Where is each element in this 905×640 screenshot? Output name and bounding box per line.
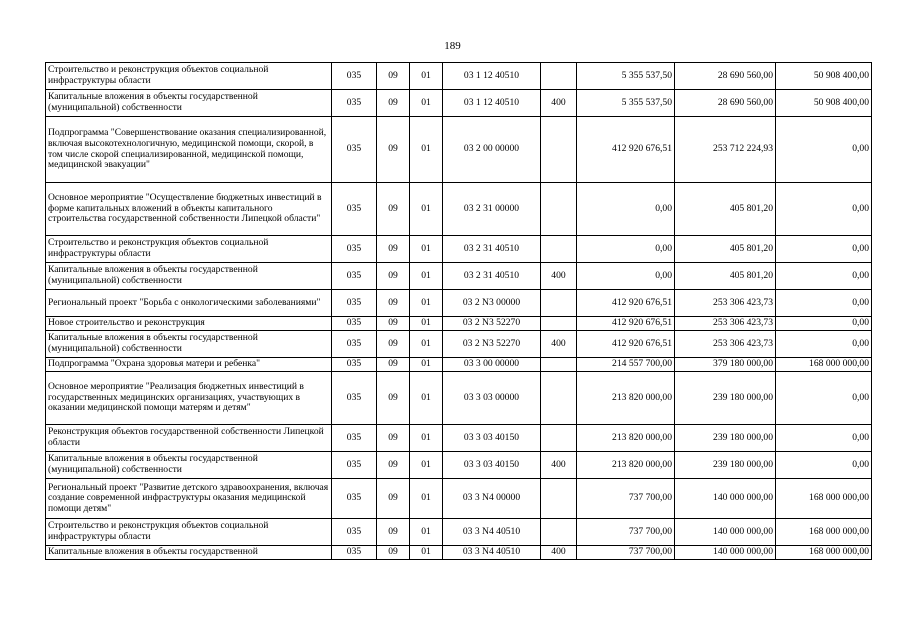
amount-year2-cell: 379 180 000,00	[675, 358, 776, 372]
table-row	[46, 452, 872, 479]
subsection-code-cell: 01	[410, 263, 443, 290]
section-code-cell: 09	[377, 546, 410, 560]
expense-type-cell: 400	[541, 331, 577, 358]
row-name-cell: Капитальные вложения в объекты государственной	[46, 546, 332, 560]
row-name-cell: Основное мероприятие "Осуществление бюджетных инвестиций в форме капитальных вложений в объекты капитального строительства государственной собственности Липецкой области"	[46, 183, 332, 236]
target-article-cell: 03 3 03 40150	[443, 452, 541, 479]
amount-year1-cell: 213 820 000,00	[577, 372, 675, 425]
subsection-code-cell: 01	[410, 331, 443, 358]
subsection-code-cell: 01	[410, 358, 443, 372]
budget-table	[45, 62, 872, 560]
amount-year2-cell: 239 180 000,00	[675, 425, 776, 452]
expense-type-cell: 400	[541, 452, 577, 479]
section-code-cell: 09	[377, 290, 410, 317]
target-article-cell: 03 3 N4 40510	[443, 546, 541, 560]
expense-type-cell	[541, 117, 577, 183]
amount-year3-cell: 0,00	[776, 183, 872, 236]
admin-code-cell: 035	[332, 519, 377, 546]
amount-year3-cell: 0,00	[776, 317, 872, 331]
table-row	[46, 479, 872, 519]
target-article-cell: 03 3 00 00000	[443, 358, 541, 372]
section-code-cell: 09	[377, 263, 410, 290]
table-row	[46, 546, 872, 560]
table-row	[46, 425, 872, 452]
row-name-cell: Региональный проект "Борьба с онкологическими заболеваниями"	[46, 290, 332, 317]
target-article-cell: 03 3 03 00000	[443, 372, 541, 425]
subsection-code-cell: 01	[410, 183, 443, 236]
table-row	[46, 236, 872, 263]
table-row	[46, 331, 872, 358]
section-code-cell: 09	[377, 63, 410, 90]
section-code-cell: 09	[377, 519, 410, 546]
amount-year1-cell: 412 920 676,51	[577, 317, 675, 331]
section-code-cell: 09	[377, 372, 410, 425]
expense-type-cell: 400	[541, 263, 577, 290]
target-article-cell: 03 3 N4 40510	[443, 519, 541, 546]
admin-code-cell: 035	[332, 290, 377, 317]
target-article-cell: 03 2 00 00000	[443, 117, 541, 183]
expense-type-cell	[541, 290, 577, 317]
row-name-cell: Строительство и реконструкция объектов социальной инфраструктуры области	[46, 63, 332, 90]
row-name-cell: Подпрограмма "Охрана здоровья матери и ребенка"	[46, 358, 332, 372]
admin-code-cell: 035	[332, 263, 377, 290]
row-name-cell: Капитальные вложения в объекты государственной (муниципальной) собственности	[46, 90, 332, 117]
target-article-cell: 03 3 03 40150	[443, 425, 541, 452]
section-code-cell: 09	[377, 358, 410, 372]
target-article-cell: 03 1 12 40510	[443, 63, 541, 90]
subsection-code-cell: 01	[410, 372, 443, 425]
amount-year3-cell: 0,00	[776, 290, 872, 317]
expense-type-cell	[541, 317, 577, 331]
table-row	[46, 183, 872, 236]
table-row	[46, 290, 872, 317]
subsection-code-cell: 01	[410, 236, 443, 263]
row-name-cell: Капитальные вложения в объекты государственной (муниципальной) собственности	[46, 452, 332, 479]
amount-year2-cell: 253 712 224,93	[675, 117, 776, 183]
table-row	[46, 90, 872, 117]
row-name-cell: Региональный проект "Развитие детского здравоохранения, включая создание современной инфраструктуры оказания медицинской помощи детям"	[46, 479, 332, 519]
amount-year3-cell: 168 000 000,00	[776, 479, 872, 519]
amount-year1-cell: 737 700,00	[577, 479, 675, 519]
amount-year2-cell: 253 306 423,73	[675, 317, 776, 331]
amount-year2-cell: 28 690 560,00	[675, 63, 776, 90]
admin-code-cell: 035	[332, 358, 377, 372]
section-code-cell: 09	[377, 479, 410, 519]
amount-year1-cell: 412 920 676,51	[577, 331, 675, 358]
target-article-cell: 03 3 N4 00000	[443, 479, 541, 519]
target-article-cell: 03 2 N3 52270	[443, 331, 541, 358]
amount-year3-cell: 0,00	[776, 452, 872, 479]
target-article-cell: 03 2 31 00000	[443, 183, 541, 236]
amount-year1-cell: 0,00	[577, 236, 675, 263]
row-name-cell: Реконструкция объектов государственной собственности Липецкой области	[46, 425, 332, 452]
expense-type-cell	[541, 183, 577, 236]
admin-code-cell: 035	[332, 63, 377, 90]
amount-year2-cell: 405 801,20	[675, 236, 776, 263]
section-code-cell: 09	[377, 117, 410, 183]
table-row	[46, 317, 872, 331]
expense-type-cell	[541, 236, 577, 263]
amount-year2-cell: 140 000 000,00	[675, 519, 776, 546]
admin-code-cell: 035	[332, 425, 377, 452]
section-code-cell: 09	[377, 331, 410, 358]
amount-year3-cell: 0,00	[776, 117, 872, 183]
admin-code-cell: 035	[332, 236, 377, 263]
amount-year2-cell: 253 306 423,73	[675, 290, 776, 317]
admin-code-cell: 035	[332, 117, 377, 183]
admin-code-cell: 035	[332, 331, 377, 358]
amount-year3-cell: 0,00	[776, 425, 872, 452]
section-code-cell: 09	[377, 425, 410, 452]
amount-year3-cell: 50 908 400,00	[776, 90, 872, 117]
amount-year1-cell: 737 700,00	[577, 519, 675, 546]
amount-year1-cell: 737 700,00	[577, 546, 675, 560]
amount-year2-cell: 239 180 000,00	[675, 372, 776, 425]
amount-year2-cell: 405 801,20	[675, 183, 776, 236]
page-number: 189	[444, 40, 461, 52]
admin-code-cell: 035	[332, 90, 377, 117]
subsection-code-cell: 01	[410, 90, 443, 117]
amount-year3-cell: 0,00	[776, 263, 872, 290]
amount-year3-cell: 0,00	[776, 236, 872, 263]
amount-year3-cell: 50 908 400,00	[776, 63, 872, 90]
target-article-cell: 03 2 31 40510	[443, 236, 541, 263]
amount-year3-cell: 168 000 000,00	[776, 519, 872, 546]
target-article-cell: 03 2 N3 52270	[443, 317, 541, 331]
amount-year2-cell: 28 690 560,00	[675, 90, 776, 117]
amount-year1-cell: 412 920 676,51	[577, 290, 675, 317]
table-row	[46, 263, 872, 290]
amount-year3-cell: 168 000 000,00	[776, 358, 872, 372]
target-article-cell: 03 1 12 40510	[443, 90, 541, 117]
amount-year1-cell: 5 355 537,50	[577, 90, 675, 117]
amount-year1-cell: 213 820 000,00	[577, 425, 675, 452]
table-row	[46, 117, 872, 183]
row-name-cell: Капитальные вложения в объекты государственной (муниципальной) собственности	[46, 263, 332, 290]
admin-code-cell: 035	[332, 479, 377, 519]
amount-year1-cell: 0,00	[577, 263, 675, 290]
amount-year3-cell: 168 000 000,00	[776, 546, 872, 560]
expense-type-cell	[541, 425, 577, 452]
subsection-code-cell: 01	[410, 479, 443, 519]
row-name-cell: Строительство и реконструкция объектов социальной инфраструктуры области	[46, 236, 332, 263]
admin-code-cell: 035	[332, 317, 377, 331]
admin-code-cell: 035	[332, 183, 377, 236]
subsection-code-cell: 01	[410, 546, 443, 560]
amount-year3-cell: 0,00	[776, 372, 872, 425]
target-article-cell: 03 2 31 40510	[443, 263, 541, 290]
amount-year2-cell: 405 801,20	[675, 263, 776, 290]
row-name-cell: Новое строительство и реконструкция	[46, 317, 332, 331]
expense-type-cell: 400	[541, 90, 577, 117]
table-row	[46, 63, 872, 90]
amount-year3-cell: 0,00	[776, 331, 872, 358]
amount-year1-cell: 214 557 700,00	[577, 358, 675, 372]
row-name-cell: Строительство и реконструкция объектов социальной инфраструктуры области	[46, 519, 332, 546]
admin-code-cell: 035	[332, 452, 377, 479]
amount-year2-cell: 140 000 000,00	[675, 479, 776, 519]
row-name-cell: Капитальные вложения в объекты государственной (муниципальной) собственности	[46, 331, 332, 358]
section-code-cell: 09	[377, 452, 410, 479]
section-code-cell: 09	[377, 90, 410, 117]
target-article-cell: 03 2 N3 00000	[443, 290, 541, 317]
table-row	[46, 519, 872, 546]
admin-code-cell: 035	[332, 372, 377, 425]
amount-year2-cell: 140 000 000,00	[675, 546, 776, 560]
amount-year1-cell: 412 920 676,51	[577, 117, 675, 183]
subsection-code-cell: 01	[410, 63, 443, 90]
expense-type-cell	[541, 358, 577, 372]
admin-code-cell: 035	[332, 546, 377, 560]
section-code-cell: 09	[377, 236, 410, 263]
subsection-code-cell: 01	[410, 425, 443, 452]
subsection-code-cell: 01	[410, 452, 443, 479]
row-name-cell: Основное мероприятие "Реализация бюджетных инвестиций в государственных медицинских организациях, участвующих в оказании медицинской помощи матерям и детям"	[46, 372, 332, 425]
amount-year1-cell: 213 820 000,00	[577, 452, 675, 479]
table-row	[46, 358, 872, 372]
row-name-cell: Подпрограмма "Совершенствование оказания специализированной, включая высокотехнологичную, медицинской помощи, скорой, в том числе скорой специализированной, медицинской помощи, медицинской эвакуации"	[46, 117, 332, 183]
table-row	[46, 372, 872, 425]
subsection-code-cell: 01	[410, 117, 443, 183]
section-code-cell: 09	[377, 183, 410, 236]
amount-year2-cell: 253 306 423,73	[675, 331, 776, 358]
subsection-code-cell: 01	[410, 317, 443, 331]
expense-type-cell	[541, 63, 577, 90]
amount-year1-cell: 5 355 537,50	[577, 63, 675, 90]
subsection-code-cell: 01	[410, 290, 443, 317]
amount-year1-cell: 0,00	[577, 183, 675, 236]
section-code-cell: 09	[377, 317, 410, 331]
expense-type-cell: 400	[541, 546, 577, 560]
expense-type-cell	[541, 372, 577, 425]
subsection-code-cell: 01	[410, 519, 443, 546]
expense-type-cell	[541, 479, 577, 519]
amount-year2-cell: 239 180 000,00	[675, 452, 776, 479]
expense-type-cell	[541, 519, 577, 546]
